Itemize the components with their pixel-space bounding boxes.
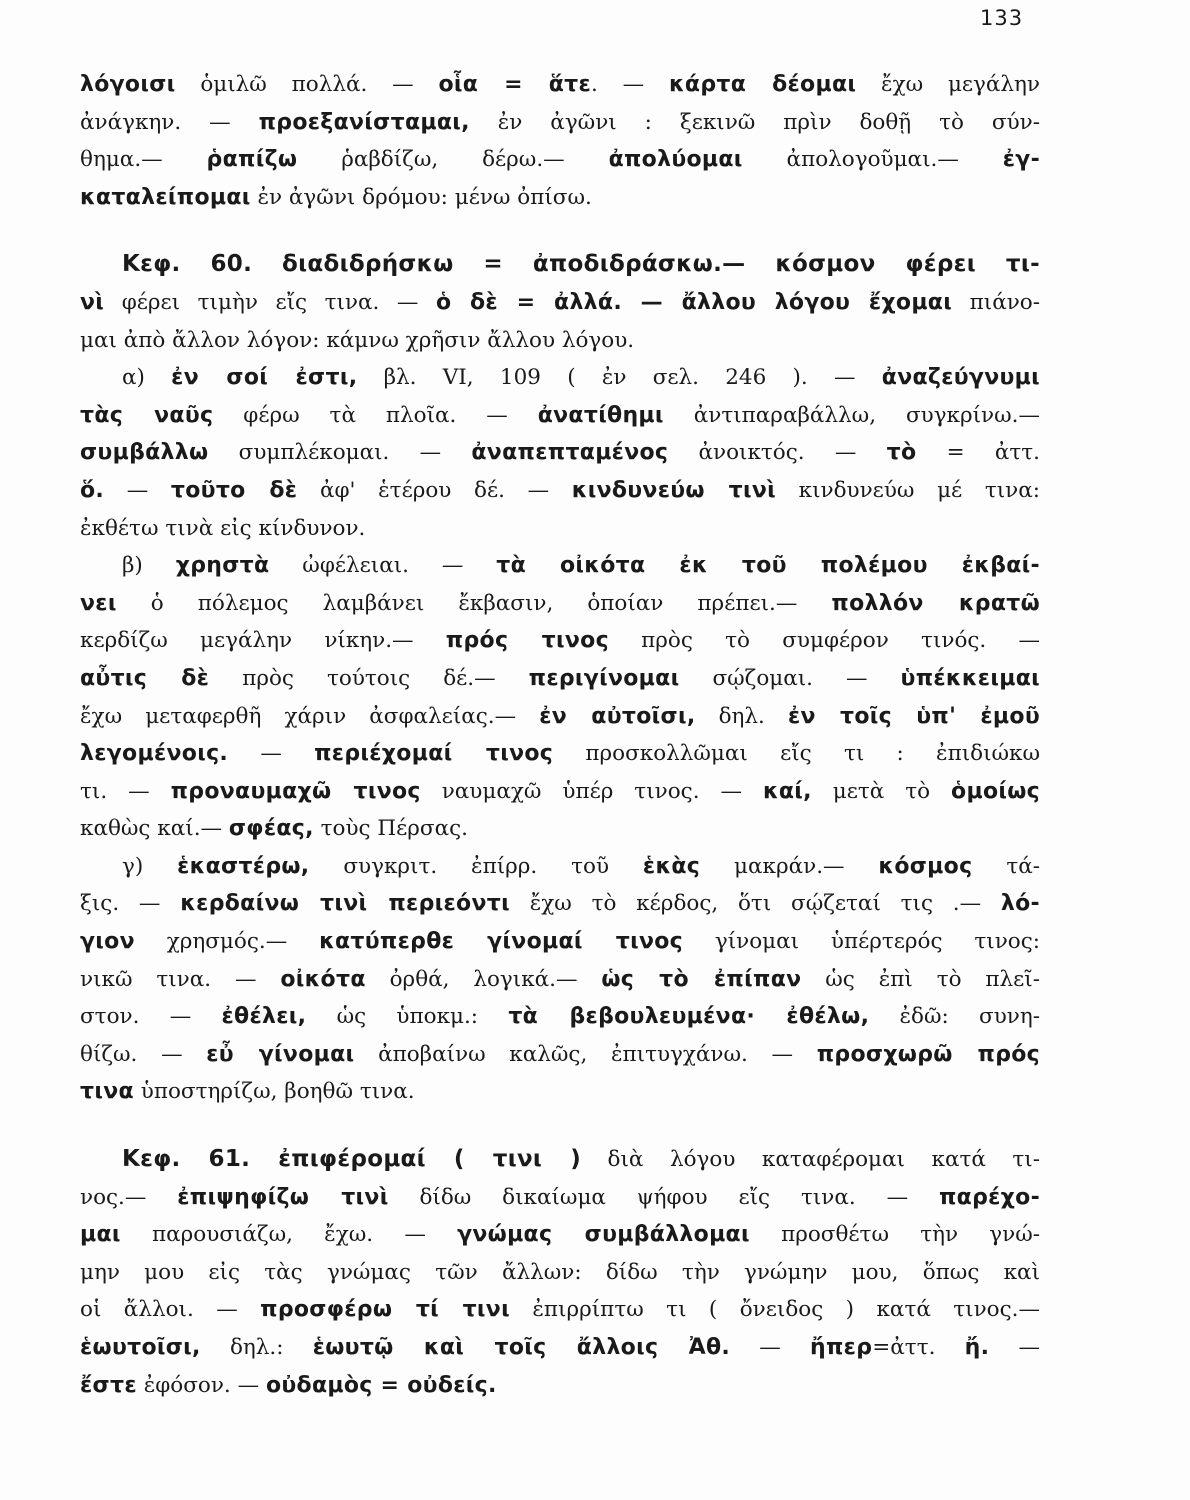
paragraph-p6 xyxy=(80,1141,1040,1404)
gloss-text: παρουσιάζω, ἔχω. — xyxy=(120,1222,458,1248)
text-line xyxy=(80,1141,1040,1179)
gloss-text: διὰ λόγου καταφέρομαι κατά τι- xyxy=(581,1147,1040,1173)
lemma-term: λό- xyxy=(1000,891,1040,917)
gloss-text: ὀρθά, λογικά.— xyxy=(365,966,602,992)
text-line xyxy=(80,397,1040,435)
paragraph-p2 xyxy=(80,246,1040,359)
gloss-text: ἔχω τὸ κέρδος, ὅτι σῴζεταί τις .— xyxy=(509,891,1001,917)
lemma-term: λεγομένοις. xyxy=(80,741,229,767)
paragraph-p5 xyxy=(80,848,1040,1111)
text-line xyxy=(80,472,1040,510)
gloss-text: ἀπολογοῦμαι.— xyxy=(742,147,1003,173)
gloss-text: ἀνάγκην. — xyxy=(80,109,259,135)
lemma-term: ἐγ- xyxy=(1002,147,1040,173)
gloss-text: γίνομαι ὑπέρτερός τινος: xyxy=(683,929,1040,955)
text-line xyxy=(80,547,1040,585)
gloss-text: κινδυνεύω μέ τινα: xyxy=(776,477,1040,503)
lemma-term: αὖτις δὲ xyxy=(80,665,210,691)
text-line xyxy=(80,434,1040,472)
lemma-term: παρέχο- xyxy=(938,1184,1040,1210)
lemma-term: λόγοισι xyxy=(80,72,176,97)
gloss-text: φέρω τὰ πλοῖα. — xyxy=(213,402,538,428)
gloss-text: μετὰ τὸ xyxy=(811,778,952,804)
gloss-text: ἔχω μεγάλην xyxy=(856,72,1040,97)
lemma-term: ἀπολύομαι xyxy=(608,147,743,173)
gloss-text: γ) xyxy=(122,853,178,879)
text-line xyxy=(80,885,1040,923)
gloss-text: ἔχω μεταφερθῆ χάριν ἀσφαλείας.— xyxy=(80,703,540,729)
lemma-term: τοῦτο δὲ xyxy=(170,477,298,503)
text-line xyxy=(80,104,1040,142)
lemma-term: ὁ δὲ = ἀλλά. — ἄλλου λόγου ἔχομαι xyxy=(435,289,953,315)
lemma-term: κάρτα δέομαι xyxy=(669,72,857,97)
gloss-text: ναυμαχῶ ὑπέρ τινος. — xyxy=(420,778,763,804)
lemma-term: περιέχομαί τινος xyxy=(314,741,554,767)
lemma-term: χρηστὰ xyxy=(175,553,270,579)
text-line xyxy=(80,1036,1040,1074)
text-line xyxy=(80,585,1040,623)
text-line xyxy=(80,660,1040,698)
lemma-term: προναυμαχῶ τινος xyxy=(170,778,421,804)
gloss-text: ὑποστηρίζω, βοηθῶ τινα. xyxy=(133,1079,415,1105)
gloss-text: ῥαβδίζω, δέρω.— xyxy=(297,147,609,173)
lemma-term: γιον xyxy=(80,929,135,955)
gloss-text: προσθέτω τὴν γνώ- xyxy=(749,1222,1040,1248)
lemma-term: σφέας, xyxy=(228,816,314,842)
lemma-term: ῥαπίζω xyxy=(206,147,298,173)
paragraph-p1 xyxy=(80,66,1040,216)
text-line xyxy=(80,1291,1040,1329)
lemma-term: ἑωυτῷ καὶ τοῖς ἄλλοις Ἀθ. xyxy=(312,1335,731,1360)
gloss-text: α) xyxy=(122,365,172,391)
lemma-term: κατύπερθε γίνομαί τινος xyxy=(319,929,683,955)
body-text xyxy=(80,66,1040,1404)
lemma-term: τὰ οἰκότα ἐκ τοῦ πολέμου ἐκβαί- xyxy=(496,553,1040,579)
text-line xyxy=(80,923,1040,961)
lemma-term: ὁμοίως xyxy=(951,778,1040,804)
gloss-text: ἐπιρρίπτω τι ( ὄνειδος ) κατά τινος.— xyxy=(509,1297,1040,1323)
text-line xyxy=(80,961,1040,999)
lemma-term: ὑπέκκειμαι xyxy=(900,665,1040,691)
text-line xyxy=(80,1329,1040,1367)
lemma-term: συμβάλλω xyxy=(80,440,209,466)
lemma-term: ἐθέλει, xyxy=(221,1004,307,1030)
gloss-text: ὡς ὑποκμ.: xyxy=(306,1004,509,1030)
text-line xyxy=(80,66,1040,104)
lemma-term: ἀνατίθημι xyxy=(537,402,664,428)
gloss-text: τοὺς Πέρσας. xyxy=(313,816,468,842)
lemma-term: προσχωρῶ πρός xyxy=(816,1041,1040,1067)
gloss-text: νος.— xyxy=(80,1184,178,1210)
gloss-text: ὁμιλῶ πολλά. — xyxy=(175,72,439,97)
gloss-text: β) xyxy=(122,553,176,579)
gloss-text: ὠφέλειαι. — xyxy=(269,553,497,579)
text-line xyxy=(80,284,1040,322)
text-line xyxy=(80,1216,1040,1254)
lemma-term: εὖ γίνομαι xyxy=(206,1041,355,1067)
gloss-text: φέρει τιμὴν εἴς τινα. — xyxy=(104,289,436,315)
lemma-term: ἔστε xyxy=(80,1372,137,1398)
gloss-text: ἐν ἀγῶνι : ξεκινῶ πρὶν δοθῇ τὸ σύν- xyxy=(469,109,1040,135)
text-line xyxy=(80,322,1040,360)
gloss-text: ἐφόσον. — xyxy=(136,1372,266,1398)
text-line xyxy=(80,622,1040,660)
text-line xyxy=(80,179,1040,217)
gloss-text: ὡς ἐπὶ τὸ πλεῖ- xyxy=(801,966,1040,992)
gloss-text: οἱ ἄλλοι. — xyxy=(80,1297,261,1323)
gloss-text: συγκριτ. ἐπίρρ. τοῦ xyxy=(309,853,643,879)
gloss-text: ἀποβαίνω καλῶς, ἐπιτυγχάνω. — xyxy=(354,1041,817,1067)
gloss-text: ξις. — xyxy=(80,891,181,917)
gloss-text: ἀφ' ἑτέρου δέ. — xyxy=(297,477,572,503)
gloss-text: ἐδῶ: συνη- xyxy=(869,1004,1040,1030)
lemma-term: ἤπερ xyxy=(810,1335,873,1360)
lemma-term: καταλείπομαι xyxy=(80,184,251,210)
lemma-term: Κεφ. 60. διαδιδρήσκω = ἀποδιδράσκω.— κόσμον φέρει τι- xyxy=(122,251,1040,278)
text-line xyxy=(80,773,1040,811)
gloss-text: συμπλέκομαι. — xyxy=(208,440,472,466)
page-number: 133 xyxy=(980,6,1024,30)
lemma-term: προεξανίσταμαι, xyxy=(258,109,470,135)
gloss-text: — xyxy=(228,741,315,767)
lemma-term: ὡς τὸ ἐπίπαν xyxy=(601,966,802,992)
text-line xyxy=(80,735,1040,773)
lemma-term: τινα xyxy=(80,1079,134,1105)
gloss-text: τι. — xyxy=(80,778,171,804)
gloss-text: προσκολλῶμαι εἴς τι : ἐπιδιώκω xyxy=(553,741,1040,767)
text-line xyxy=(80,359,1040,397)
gloss-text: — xyxy=(104,477,171,503)
gloss-text: μαι ἀπὸ ἄλλον λόγον: κάμνω χρῆσιν ἄλλου λόγου. xyxy=(80,327,635,353)
gloss-text: = ἀττ. xyxy=(916,440,1040,466)
lemma-term: περιγίνομαι xyxy=(528,665,680,691)
gloss-text: μακράν.— xyxy=(700,853,879,879)
lemma-term: ἀναζεύγνυμι xyxy=(881,365,1040,391)
lemma-term: τὸ xyxy=(886,440,917,466)
lemma-term: τὰ βεβουλευμένα· ἐθέλω, xyxy=(508,1004,870,1030)
lemma-term: νει xyxy=(80,590,117,616)
gloss-text: . — xyxy=(591,72,669,97)
lemma-term: μαι xyxy=(80,1222,121,1248)
gloss-text: βλ. VI, 109 ( ἐν σελ. 246 ). — xyxy=(357,365,882,391)
lemma-term: καί, xyxy=(762,778,812,804)
gloss-text: ἀνοικτός. — xyxy=(668,440,887,466)
text-line xyxy=(80,141,1040,179)
lemma-term: ἑωυτοῖσι, xyxy=(80,1335,201,1360)
lemma-term: γνώμας συμβάλλομαι xyxy=(457,1222,750,1248)
lemma-term: τὰς ναῦς xyxy=(80,402,214,428)
text-line xyxy=(80,1367,1040,1405)
gloss-text: καθὼς καί.— xyxy=(80,816,229,842)
gloss-text: δίδω δικαίωμα ψήφου εἴς τινα. — xyxy=(388,1184,939,1210)
lemma-term: ἐπιψηφίζω τινὶ xyxy=(177,1184,389,1210)
text-line xyxy=(80,510,1040,548)
paragraph-p4 xyxy=(80,547,1040,848)
text-line xyxy=(80,848,1040,886)
gloss-text: ὁ πόλεμος λαμβάνει ἔκβασιν, ὁποίαν πρέπει.— xyxy=(116,590,832,616)
lemma-term: πρός τινος xyxy=(445,628,609,654)
lemma-term: ἐν σοί ἐστι, xyxy=(171,365,358,391)
gloss-text: πρὸς τούτοις δέ.— xyxy=(209,665,529,691)
gloss-text: — xyxy=(730,1335,810,1360)
text-line xyxy=(80,698,1040,736)
lemma-term: κερδαίνω τινὶ περιεόντι xyxy=(180,891,510,917)
lemma-term: νὶ xyxy=(80,289,105,315)
gloss-text: χρησμός.— xyxy=(134,929,320,955)
lemma-term: οἰκότα xyxy=(280,966,366,992)
text-line xyxy=(80,810,1040,848)
gloss-text: τά- xyxy=(972,853,1040,879)
lemma-term: ἀναπεπταμένος xyxy=(471,440,669,466)
gloss-text: ἐκθέτω τινὰ εἰς κίνδυνον. xyxy=(80,515,366,541)
text-line xyxy=(80,1179,1040,1217)
text-line xyxy=(80,998,1040,1036)
gloss-text: θίζω. — xyxy=(80,1041,207,1067)
lemma-term: προσφέρω τί τινι xyxy=(260,1297,510,1323)
gloss-text: πιάνο- xyxy=(952,289,1040,315)
lemma-term: Κεφ. 61. ἐπιφέρομαί ( τινι ) xyxy=(122,1146,581,1173)
lemma-term: κινδυνεύω τινὶ xyxy=(571,477,776,503)
lemma-term: ἑκὰς xyxy=(642,853,701,879)
lemma-term: ἤ. xyxy=(964,1335,990,1360)
gloss-text: ἐν ἀγῶνι δρόμου: μένω ὀπίσω. xyxy=(250,184,592,210)
gloss-text: πρὸς τὸ συμφέρον τινός. — xyxy=(608,628,1040,654)
lemma-term: κόσμος xyxy=(878,853,973,879)
gloss-text: ἀντιπαραβάλλω, συγκρίνω.— xyxy=(663,402,1040,428)
gloss-text: θημα.— xyxy=(80,147,207,173)
gloss-text: νικῶ τινα. — xyxy=(80,966,281,992)
gloss-text: δηλ. xyxy=(695,703,788,729)
lemma-term: ἐν αὐτοῖσι, xyxy=(539,703,696,729)
lemma-term: ἑκαστέρω, xyxy=(177,853,310,879)
lemma-term: οὐδαμὸς = οὐδείς. xyxy=(265,1372,497,1398)
gloss-text: μην μου εἰς τὰς γνώμας τῶν ἄλλων: δίδω τὴν γνώμην μου, ὅπως καὶ xyxy=(80,1259,1040,1285)
gloss-text: κερδίζω μεγάλην νίκην.— xyxy=(80,628,446,654)
lemma-term: ἐν τοῖς ὑπ' ἐμοῦ xyxy=(787,703,1040,729)
gloss-text: δηλ.: xyxy=(200,1335,313,1360)
gloss-text: =ἀττ. xyxy=(872,1335,965,1360)
text-line xyxy=(80,246,1040,284)
gloss-text: σῴζομαι. — xyxy=(679,665,901,691)
paragraph-p3 xyxy=(80,359,1040,547)
gloss-text: — xyxy=(989,1335,1040,1360)
text-line xyxy=(80,1073,1040,1111)
lemma-term: ὅ. xyxy=(80,477,105,503)
lemma-term: πολλόν κρατῶ xyxy=(831,590,1040,616)
text-line xyxy=(80,1254,1040,1292)
lemma-term: οἷα = ἅτε xyxy=(438,72,592,97)
gloss-text: στον. — xyxy=(80,1004,222,1030)
